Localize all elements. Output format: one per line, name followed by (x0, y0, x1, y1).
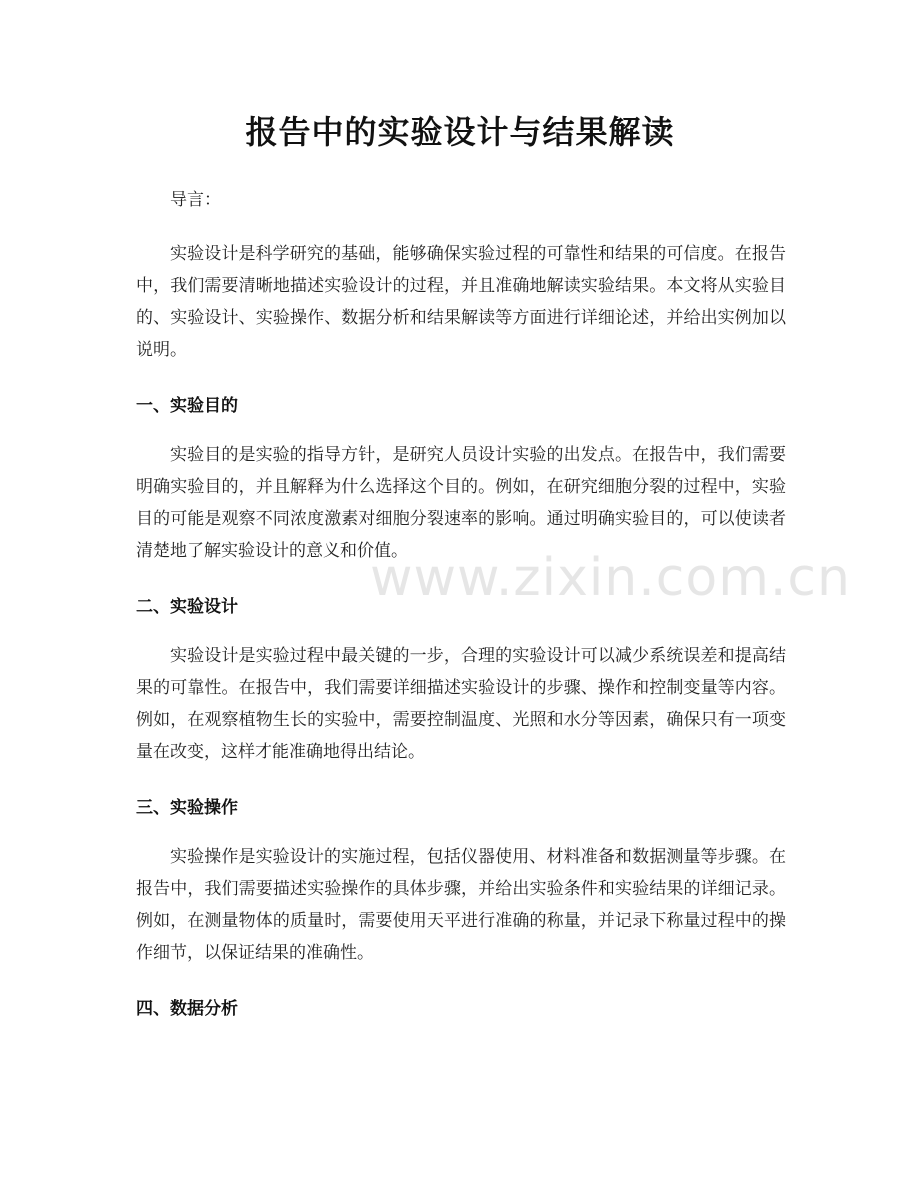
section-paragraph-design: 实验设计是实验过程中最关键的一步，合理的实验设计可以减少系统误差和提高结果的可靠性。在报告中，我们需要详细描述实验设计的步骤、操作和控制变量等内容。例如，在观察植物生长的实验中，需要控制温度、光照和水分等因素，确保只有一项变量在改变，这样才能准确地得出结论。 (136, 646, 786, 762)
section-heading-operation: 三、实验操作 (136, 798, 238, 818)
document-title: 报告中的实验设计与结果解读 (245, 113, 675, 151)
section-paragraph-purpose: 实验目的是实验的指导方针，是研究人员设计实验的出发点。在报告中，我们需要明确实验目的，并且解释为什么选择这个目的。例如，在研究细胞分裂的过程中，实验目的可能是观察不同浓度激素对细胞分裂速率的影响。通过明确实验目的，可以使读者清楚地了解实验设计的意义和价值。 (136, 445, 786, 561)
section-paragraph-operation: 实验操作是实验设计的实施过程，包括仪器使用、材料准备和数据测量等步骤。在报告中，我们需要描述实验操作的具体步骤，并给出实验条件和实验结果的详细记录。例如，在测量物体的质量时，需要使用天平进行准确的称量，并记录下称量过程中的操作细节，以保证结果的准确性。 (136, 847, 786, 963)
section-heading-design: 二、实验设计 (136, 597, 238, 617)
watermark: www.zixin.com.cn (370, 548, 851, 608)
intro-paragraph: 实验设计是科学研究的基础，能够确保实验过程的可靠性和结果的可信度。在报告中，我们需要清晰地描述实验设计的过程，并且准确地解读实验结果。本文将从实验目的、实验设计、实验操作、数据分析和结果解读等方面进行详细论述，并给出实例加以说明。 (136, 244, 786, 360)
section-heading-purpose: 一、实验目的 (136, 396, 238, 416)
intro-label: 导言： (170, 190, 221, 210)
section-heading-analysis: 四、数据分析 (136, 999, 238, 1019)
document-body (136, 180, 786, 1042)
